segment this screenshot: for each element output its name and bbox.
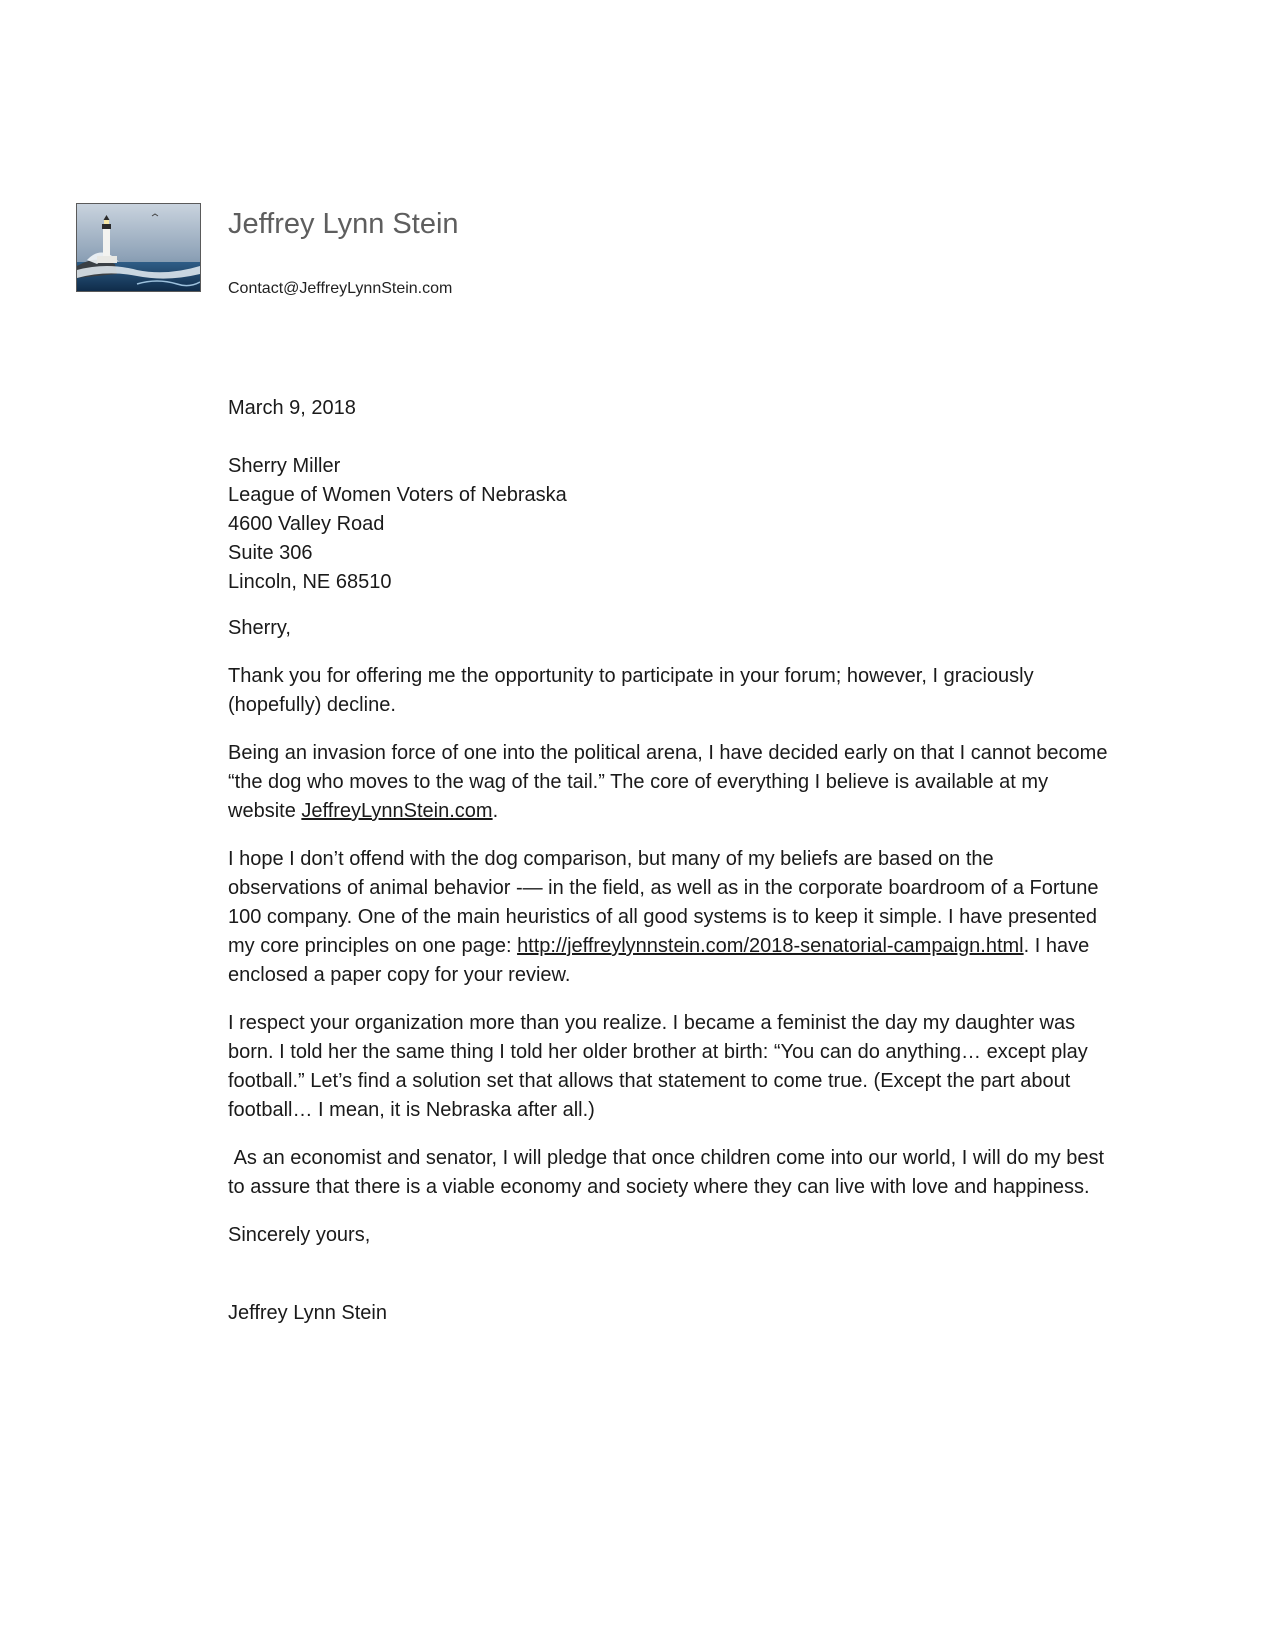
address-line: Suite 306 <box>228 542 313 564</box>
paragraph-5: As an economist and senator, I will pledge that once children come into our world, I will do my best to assure that there is a viable economy and society where they can live with love and happiness. <box>228 1147 1110 1198</box>
paragraph-3-end: . I have enclosed a paper copy for your review. <box>228 935 1090 986</box>
address-line: Sherry Miller <box>228 455 341 477</box>
paragraph-2-end: . <box>492 800 499 822</box>
salutation: Sherry, <box>228 617 291 639</box>
paragraph-3-text: I hope I don’t offend with the dog comparison, but many of my beliefs are based on the observations of animal behavior -— in the field, as well as in the corporate boardroom of a Fortune 100 company. One of the main heuristics of all good systems is to keep it simple. I have presented my core principles on one page: <box>228 848 1099 957</box>
lighthouse-photo-icon <box>76 203 201 292</box>
recipient-address <box>228 452 1108 597</box>
paragraph-2-text: Being an invasion force of one into the political arena, I have decided early on that I cannot become “the dog who moves to the wag of the tail.” The core of everything I believe is available at my website <box>228 742 1108 822</box>
paragraph-1: Thank you for offering me the opportunity to participate in your forum; however, I graciously (hopefully) decline. <box>228 665 1034 716</box>
campaign-page-link[interactable]: http://jeffreylynnstein.com/2018-senatorial-campaign.html <box>517 935 1024 957</box>
paragraph-4: I respect your organization more than you realize. I became a feminist the day my daughter was born. I told her the same thing I told her older brother at birth: “You can do anything… except play football.” Let’s find a solution set that allows that statement to come true. (Except the part about football… I mean, it is Nebraska after all.) <box>228 1012 1088 1121</box>
address-line: 4600 Valley Road <box>228 513 385 535</box>
address-line: League of Women Voters of Nebraska <box>228 484 567 506</box>
letter-body <box>228 394 1108 1328</box>
address-line: Lincoln, NE 68510 <box>228 571 392 593</box>
signature-name: Jeffrey Lynn Stein <box>228 1302 387 1324</box>
sender-email: Contact@JeffreyLynnStein.com <box>228 280 453 297</box>
closing: Sincerely yours, <box>228 1224 371 1246</box>
paragraph-3 <box>228 845 1108 990</box>
paragraph-2 <box>228 739 1108 826</box>
sender-name: Jeffrey Lynn Stein <box>228 208 459 240</box>
letter-date: March 9, 2018 <box>228 397 356 419</box>
website-link[interactable]: JeffreyLynnStein.com <box>301 800 493 822</box>
